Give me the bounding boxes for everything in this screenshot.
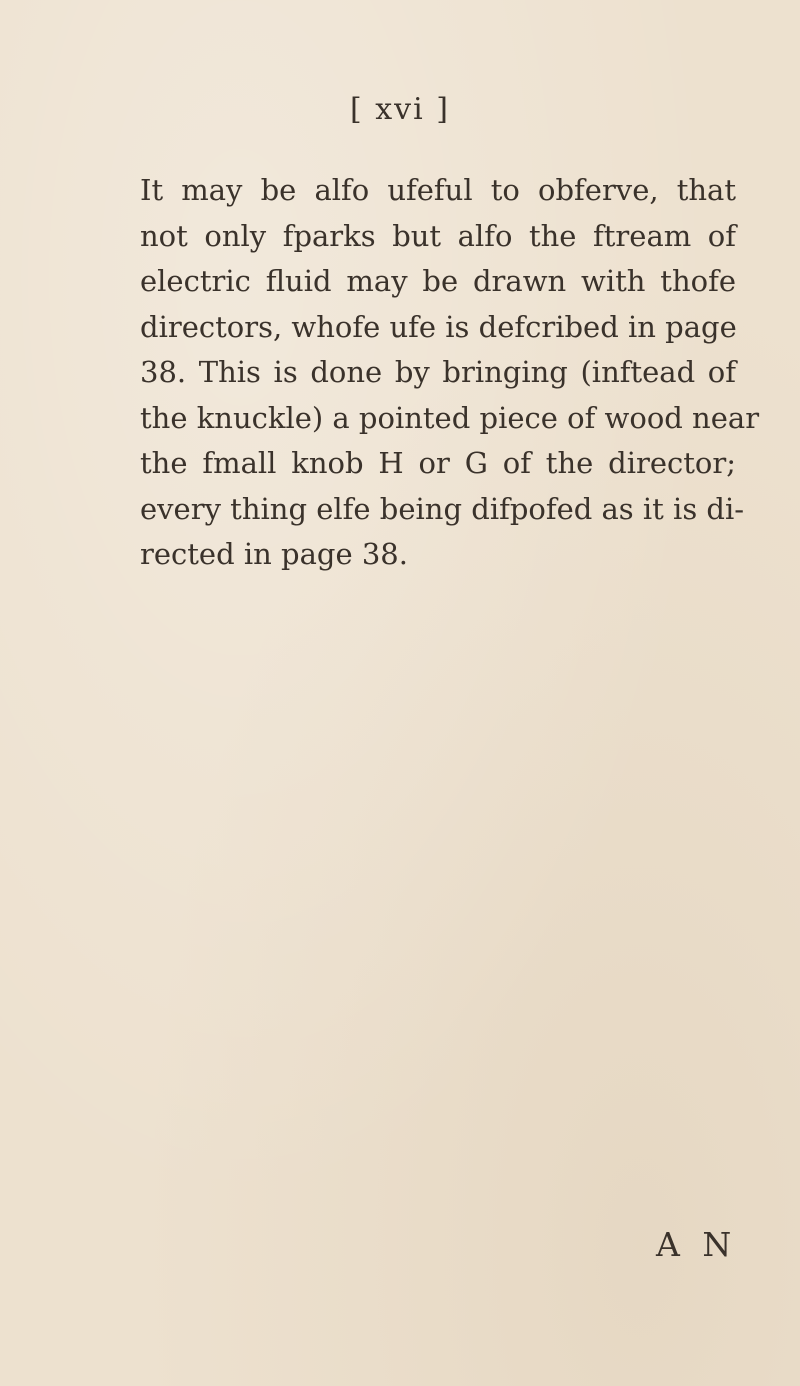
paragraph-line: rected in page 38. (140, 537, 408, 571)
paragraph-line: not only fparks but alfo the ftream of (140, 218, 736, 253)
paragraph-line: directors, whofe ufe is defcribed in page (140, 309, 737, 344)
catchword: A N (656, 1225, 738, 1264)
paragraph-line: every thing elfe being difpofed as it is di- (140, 491, 745, 526)
paragraph-line: It may be alfo ufeful to obferve, that (140, 173, 736, 207)
paragraph-line: 38. This is done by bringing (inftead of (140, 355, 736, 389)
paragraph-line: the fmall knob H or G of the director; (140, 446, 736, 480)
page-number-header: [ xvi ] (350, 92, 450, 127)
paragraph-line: the knuckle) a pointed piece of wood near (140, 400, 760, 435)
paragraph-line: electric fluid may be drawn with thofe (140, 264, 736, 298)
body-paragraph (140, 168, 760, 578)
